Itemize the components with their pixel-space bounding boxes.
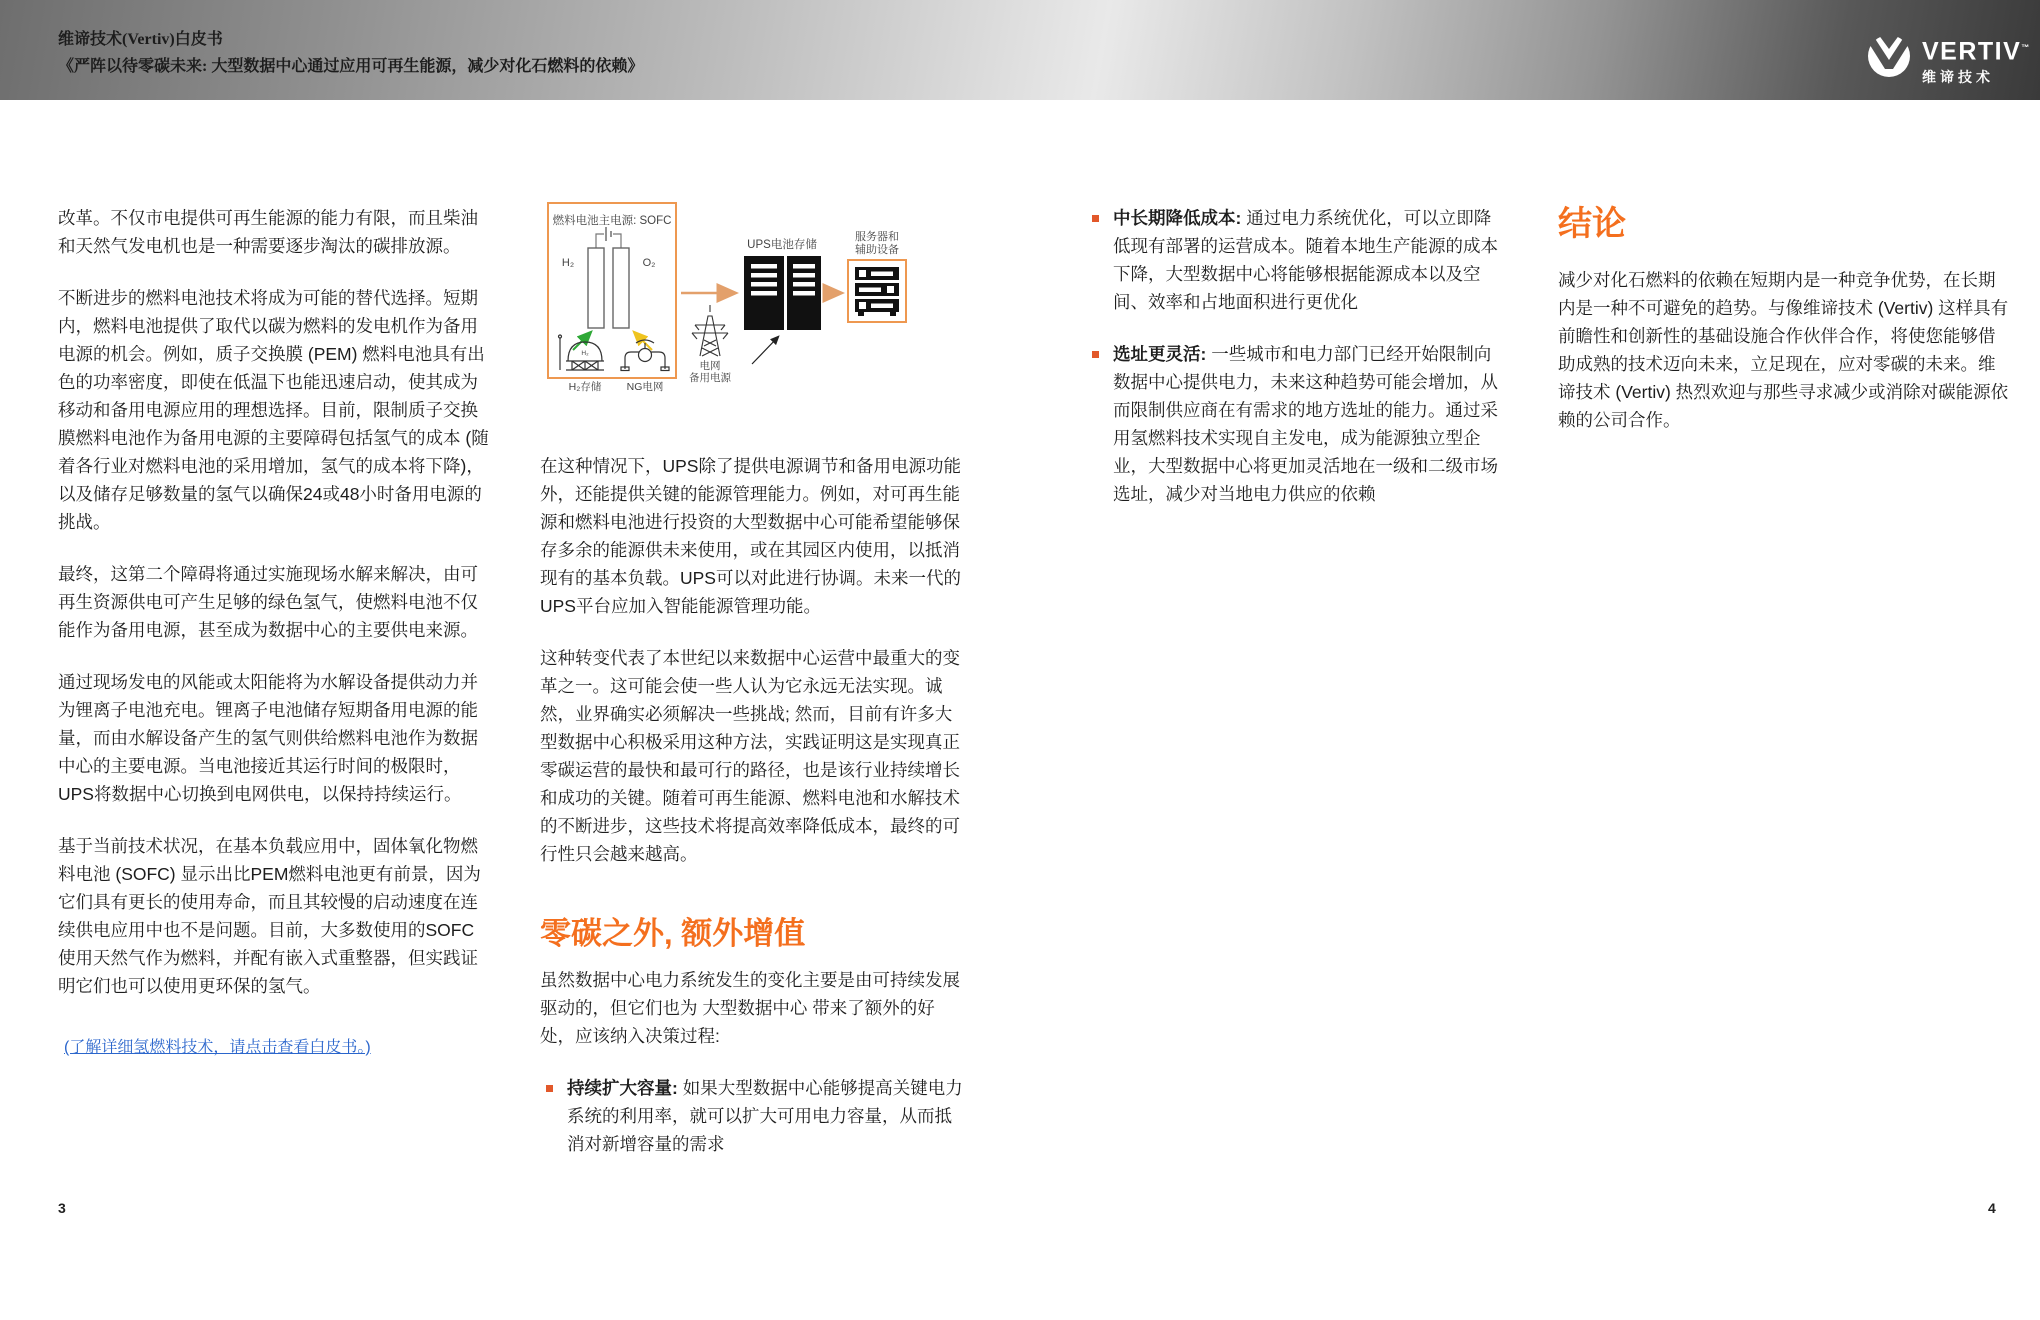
- servers-label-line2: 辅助设备: [855, 244, 899, 256]
- bullet-item-capacity: [540, 1074, 964, 1158]
- grid-tower-icon: [692, 305, 728, 356]
- bullet-square-icon: [546, 1085, 553, 1092]
- vertiv-logo-text: [1922, 35, 2031, 87]
- vertiv-logo: [1866, 32, 2031, 87]
- bullet-item-siting: [1086, 340, 1500, 508]
- power-architecture-diagram: [540, 204, 964, 452]
- whitepaper-title: 《严阵以待零碳未来: 大型数据中心通过应用可再生能源，减少对化石燃料的依赖》: [58, 58, 644, 75]
- bullet-square-icon: [1092, 215, 1099, 222]
- o2-label: O₂: [642, 257, 656, 269]
- bullet-square-icon: [1092, 351, 1099, 358]
- fuel-cell-box: [548, 203, 676, 393]
- bullet-text: 中长期降低成本: 通过电力系统优化，可以立即降低现有部署的运营成本。随着本地生产能源的成本下降，大型数据中心将能够根据能源成本以及空间、效率和占地面积进行更优化: [1113, 208, 1498, 312]
- ng-valve-icon: [621, 340, 669, 371]
- paragraph: 改革。不仅市电提供可再生能源的能力有限，而且柴油和天然气发电机也是一种需要逐步淘汰的碳排放源。: [58, 208, 478, 256]
- header-title-block: [58, 26, 643, 80]
- ups-label: UPS电池存储: [747, 239, 817, 251]
- paragraph: 最终，这第二个障碍将通过实施现场水解来解决，由可再生资源供电可产生足够的绿色氢气，使燃料电池不仅能作为备用电源，甚至成为数据中心的主要供电来源。: [58, 564, 478, 640]
- hydrogen-whitepaper-link[interactable]: (了解详细氢燃料技术，请点击查看白皮书。): [64, 1039, 371, 1056]
- paragraph: 这种转变代表了本世纪以来数据中心运营中最重大的变革之一。这可能会使一些人认为它永远无法实现。诚然，业界确实必须解决一些挑战; 然而，目前有许多大型数据中心积极采用这种方法，实践证明这是实现真正零碳运营的最快和最可行的路径，也是该行业持续增长和成功的关键。随着可再生能源、燃料电池和水解技术的不断进步，这些技术将提高效率降低成本，最终的可行性只会越来越高。: [540, 648, 960, 864]
- fuel-cell-box-title: 燃料电池主电源: SOFC: [552, 215, 672, 227]
- logo-subtitle: 维谛技术: [1922, 69, 1994, 86]
- tank-inner-label: H₂: [581, 350, 589, 357]
- header-band: [0, 0, 2040, 100]
- column-3: [1086, 204, 1500, 532]
- servers-icon: [848, 260, 906, 322]
- anode-cell: [588, 248, 604, 328]
- vertiv-logo-icon: [1866, 32, 1912, 83]
- cathode-cell: [613, 248, 629, 328]
- section-intro: 虽然数据中心电力系统发生的变化主要是由可持续发展驱动的，但它们也为 大型数据中心 带来了额外的好处，应该纳入决策过程:: [540, 970, 960, 1046]
- h2-label: H₂: [561, 257, 575, 269]
- paragraph: 基于当前技术状况，在基本负载应用中，固体氧化物燃料电池 (SOFC) 显示出比PEM燃料电池更有前景，因为它们具有更长的使用寿命，而且其较慢的启动速度在连续供电应用中也不是问题。目前，大多数使用的SOFC使用天然气作为燃料，并配有嵌入式重整器，但实践证明它们也可以使用更环保的氢气。: [58, 836, 481, 996]
- h2-feed-arrow: [573, 333, 590, 350]
- paragraph: 不断进步的燃料电池技术将成为可能的替代选择。短期内，燃料电池提供了取代以碳为燃料的发电机作为备用电源的机会。例如，质子交换膜 (PEM) 燃料电池具有出色的功率密度，即使在低温下也能迅速启动，使其成为移动和备用电源应用的理想选择。目前，限制质子交换膜燃料电池作为备用电源的主要障碍包括氢气的成本 (随着各行业对燃料电池的采用增加，氢气的成本将下降)，以及储存足够数量的氢气以确保24或48小时备用电源的挑战。: [58, 288, 489, 532]
- column-1: [58, 204, 490, 1062]
- bullet-text: 持续扩大容量: 如果大型数据中心能够提高关键电力系统的利用率，就可以扩大可用电力容量，从而抵消对新增容量的需求: [567, 1078, 963, 1154]
- ng-grid-label: NG电网: [626, 381, 664, 393]
- ups-cabinets-icon: [744, 256, 821, 330]
- logo-brand-name: VERTIV: [1922, 37, 2022, 66]
- bullet-text: 选址更灵活: 一些城市和电力部门已经开始限制向数据中心提供电力，未来这种趋势可能会增加，从而限制供应商在有需求的地方选址的能力。通过采用氢燃料技术实现自主发电，成为能源独立型企业，大型数据中心将更加灵活地在一级和二级市场选址，减少对当地电力供应的依赖: [1113, 344, 1498, 504]
- grid-backup-label-line2: 备用电源: [689, 372, 731, 384]
- bullet-item-cost: [1086, 204, 1500, 316]
- conclusion-heading: 结论: [1558, 205, 1626, 243]
- servers-label-line1: 服务器和: [855, 231, 899, 243]
- column-4: [1558, 204, 2010, 458]
- grid-backup-label-line1: 电网: [699, 360, 721, 372]
- whitepaper-series-title: 维谛技术(Vertiv)白皮书: [58, 31, 223, 48]
- paragraph: 在这种情况下，UPS除了提供电源调节和备用电源功能外，还能提供关键的能源管理能力。例如，对可再生能源和燃料电池进行投资的大型数据中心可能希望能够保存多余的能源供未来使用，或在其园区内使用，以抵消现有的基本负载。UPS可以对此进行协调。未来一代的UPS平台应加入智能能源管理功能。: [540, 456, 961, 616]
- paragraph: 通过现场发电的风能或太阳能将为水解设备提供动力并为锂离子电池充电。锂离子电池储存短期备用电源的能量，而由水解设备产生的氢气则供给燃料电池作为数据中心的主要电源。当电池接近其运行时间的极限时，UPS将数据中心切换到电网供电，以保持持续运行。: [58, 672, 478, 804]
- conclusion-paragraph: 减少对化石燃料的依赖在短期内是一种竞争优势，在长期内是一种不可避免的趋势。与像维谛技术 (Vertiv) 这样具有前瞻性和创新性的基础设施合作伙伴合作，将使您能够借助成熟的技术迈向未来，立足现在，应对零碳的未来。维谛技术 (Vertiv) 热烈欢迎与那些寻求减少或消除对碳能源依赖的公司合作。: [1558, 270, 2009, 430]
- column-2: [540, 204, 964, 1182]
- logo-trademark: ™: [2021, 43, 2031, 52]
- h2-storage-label: H₂存储: [568, 381, 602, 393]
- page-number-left: 3: [58, 1200, 66, 1216]
- page-number-right: 4: [1988, 1200, 1996, 1216]
- section-heading-beyond-zero-carbon: 零碳之外, 额外增值: [540, 916, 806, 951]
- grid-to-ups-arrow: [752, 337, 778, 364]
